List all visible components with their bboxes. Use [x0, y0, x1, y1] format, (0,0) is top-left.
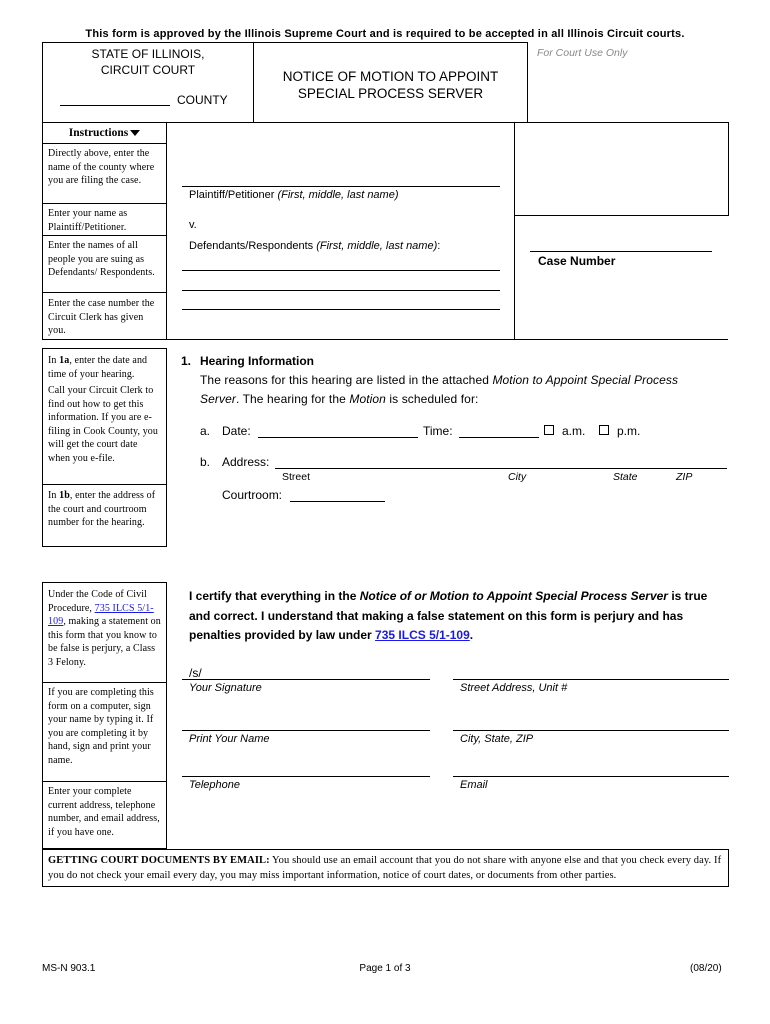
court-use-bottom-border: [514, 215, 729, 216]
versus-label: v.: [189, 219, 197, 231]
hearing-text-italic2: Motion: [349, 392, 386, 406]
instruction-plaintiff: Enter your name as Plaintiff/Petitioner.: [48, 208, 128, 233]
defendant-label-text: Defendants/Respondents: [189, 240, 314, 252]
ci-sep-2: [42, 781, 167, 782]
caption-bottom-border: [166, 339, 728, 340]
cert-text-pre: I certify that everything in the: [189, 589, 360, 603]
plaintiff-label: [189, 189, 399, 201]
defendant-label: [189, 240, 440, 252]
instruction-defendants: Enter the names of all people you are suing as Defendants/ Respondents.: [48, 240, 155, 278]
courtroom-input-line[interactable]: [290, 501, 385, 502]
email-input-line[interactable]: [453, 776, 729, 777]
am-checkbox[interactable]: [544, 425, 554, 435]
state-line2: CIRCUIT COURT: [100, 63, 196, 77]
hi-1a-post: , enter the date and time of your hearing.: [48, 355, 148, 380]
instructions-heading: [42, 127, 167, 139]
hearing-text-italic: Motion to Appoint Special Process Server: [200, 373, 679, 406]
email-label: Email: [460, 779, 488, 791]
court-use-label: For Court Use Only: [537, 47, 628, 59]
pm-checkbox[interactable]: [599, 425, 609, 435]
certification-text: [189, 587, 709, 646]
hi-1b-post: , enter the address of the court and courtroom number for the hearing.: [48, 490, 156, 528]
zip-sublabel: ZIP: [676, 471, 693, 483]
state-sublabel: State: [613, 471, 638, 483]
instr-sep-3: [42, 235, 167, 236]
date-input-line[interactable]: [258, 437, 418, 438]
signature-label: Your Signature: [189, 682, 262, 694]
caption-divider-right: [514, 122, 515, 340]
time-label: Time:: [423, 424, 453, 438]
instruction-county: Directly above, enter the name of the county where you are filing the case.: [48, 148, 155, 186]
city-state-zip-input-line[interactable]: [453, 730, 729, 731]
plaintiff-hint: (First, middle, last name): [277, 189, 399, 201]
cert-text-italic: Notice of or Motion to Appoint Special Process Server: [359, 589, 668, 603]
email-notice-text: [48, 853, 724, 883]
county-input-line[interactable]: [60, 105, 170, 106]
form-title-line1: NOTICE OF MOTION TO APPOINT: [282, 69, 499, 84]
defendant-input-line-3[interactable]: [182, 309, 500, 310]
case-number-label: Case Number: [538, 254, 616, 268]
email-notice-body: You should use an email account that you do not share with anyone else and that you check every day. If you do not check your email every day, you may miss important information, notice of court dates, or documents from other parties.: [48, 855, 722, 881]
form-id: MS-N 903.1: [42, 963, 96, 974]
defendant-hint: (First, middle, last name): [316, 240, 438, 252]
address-label: Address:: [222, 455, 270, 469]
address-input-line[interactable]: [275, 468, 727, 469]
cert-text-post: .: [469, 628, 474, 642]
print-name-label: Print Your Name: [189, 733, 270, 745]
hearing-text-post: is scheduled for:: [385, 392, 479, 406]
city-state-zip-label: City, State, ZIP: [460, 733, 534, 745]
ci-sep-1: [42, 682, 167, 683]
hi-1a-pre: In: [48, 355, 60, 366]
state-line1: STATE OF ILLINOIS,: [91, 47, 205, 61]
hi-sep: [42, 484, 167, 485]
cert-instruction-address: Enter your complete current address, telephone number, and email address, if you have one.: [48, 786, 160, 838]
cert-text-mid: is true and correct. I understand that making a false statement on this form is perjury and has penalties provided by law under: [189, 589, 708, 642]
form-revision: (08/20): [690, 963, 722, 974]
hearing-text-mid: . The hearing for the: [235, 392, 350, 406]
cert-instruction-sign: If you are completing this form on a computer, sign your name by typing it. If you are completing it by hand, sign and print your name.: [48, 687, 154, 766]
page-number: Page 1 of 3: [359, 963, 411, 974]
defendant-input-line-2[interactable]: [182, 290, 500, 291]
defendant-input-line-1[interactable]: [182, 270, 500, 271]
hearing-heading: Hearing Information: [200, 354, 315, 368]
am-label: a.m.: [562, 424, 586, 438]
ci-1-post: , making a statement on this form that you know to be false is perjury, a Class 3 Felony.: [48, 616, 161, 668]
city-sublabel: City: [508, 471, 527, 483]
case-number-input-line[interactable]: [530, 251, 712, 252]
instruction-case-number: Enter the case number the Circuit Clerk has given you.: [48, 298, 155, 336]
street-address-label: Street Address, Unit #: [460, 682, 568, 694]
plaintiff-label-text: Plaintiff/Petitioner: [189, 189, 275, 201]
hearing-a-label: a.: [200, 424, 211, 438]
cert-instruction-perjury: [48, 588, 162, 669]
instr-sep-4: [42, 292, 167, 293]
instr-sep-2: [42, 203, 167, 204]
defendant-colon: :: [437, 240, 441, 252]
instructions-heading-text: Instructions: [68, 127, 129, 139]
courtroom-label: Courtroom:: [222, 488, 283, 502]
signature-input-line[interactable]: [182, 679, 430, 680]
telephone-label: Telephone: [189, 779, 240, 791]
ci-1-pre: Under the Code of Civil Procedure,: [48, 589, 147, 614]
pm-label: p.m.: [617, 424, 641, 438]
signature-value[interactable]: /s/: [189, 666, 202, 680]
form-title-line2: SPECIAL PROCESS SERVER: [297, 86, 484, 101]
caret-down-icon: [130, 130, 140, 136]
hi-1a-bold: 1a: [59, 355, 70, 366]
plaintiff-input-line[interactable]: [182, 186, 500, 187]
street-sublabel: Street: [282, 471, 311, 483]
street-address-input-line[interactable]: [453, 679, 729, 680]
ilcs-link-sidebar[interactable]: 735 ILCS 5/1-109: [48, 602, 154, 627]
hearing-number: 1.: [181, 354, 192, 368]
hearing-instruction-1b: [48, 489, 162, 530]
print-name-input-line[interactable]: [182, 730, 430, 731]
hearing-text: [200, 371, 710, 409]
telephone-input-line[interactable]: [182, 776, 430, 777]
hi-1b-pre: In: [48, 490, 60, 501]
date-label: Date:: [222, 424, 251, 438]
approval-note: This form is approved by the Illinois Supreme Court and is required to be accepted in all Illinois Circuit courts.: [85, 28, 685, 40]
time-input-line[interactable]: [459, 437, 539, 438]
instr-sep-1: [42, 143, 167, 144]
hearing-instruction-clerk: Call your Circuit Clerk to find out how to get this information. If you are e-filing in Cook County, you will get the court date when you e-file.: [48, 385, 159, 464]
county-label: COUNTY: [177, 93, 228, 107]
hi-1b-bold: 1b: [59, 490, 70, 501]
court-use-right-border: [728, 122, 729, 215]
ilcs-link-cert[interactable]: 735 ILCS 5/1-109: [375, 628, 470, 642]
hearing-instruction-1a: [48, 354, 162, 381]
hearing-b-label: b.: [200, 455, 211, 469]
email-notice-bold: GETTING COURT DOCUMENTS BY EMAIL:: [48, 855, 270, 866]
hearing-text-pre: The reasons for this hearing are listed in the attached: [200, 373, 493, 387]
